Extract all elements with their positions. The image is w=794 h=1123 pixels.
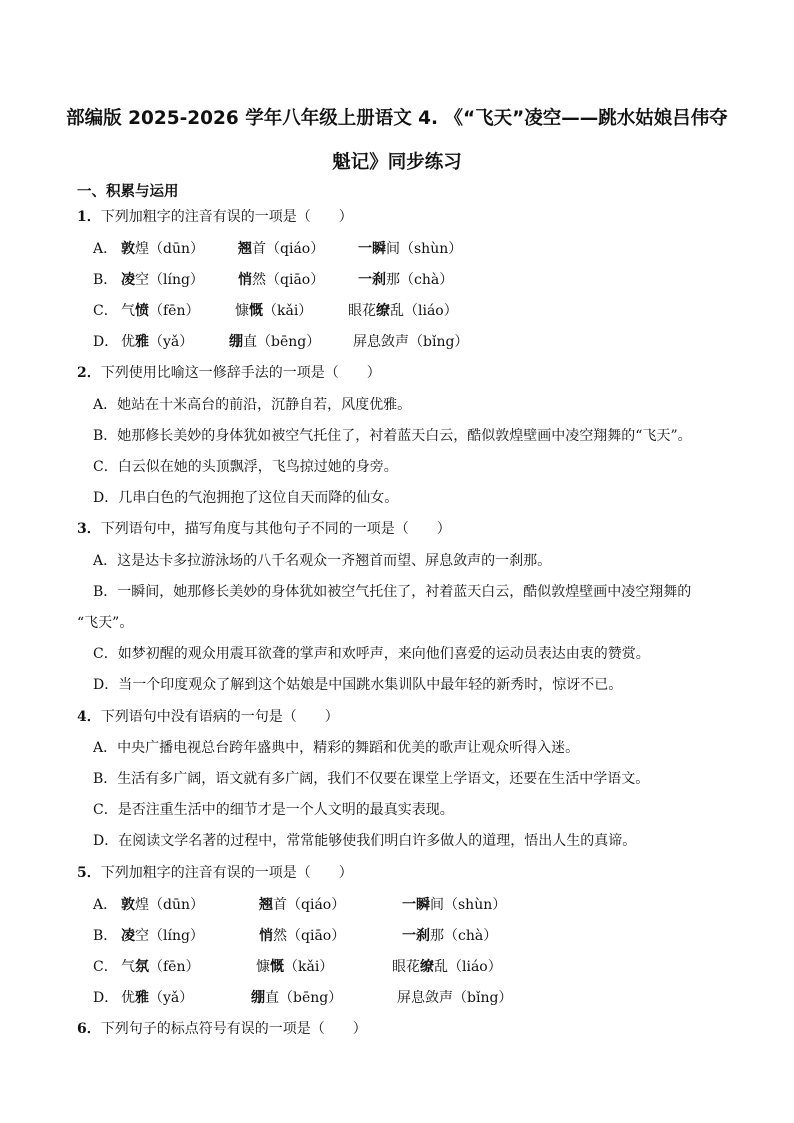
option-a: A．中央广播电视总台跨年盛典中，精彩的舞蹈和优美的歌声让观众听得入迷。 bbox=[93, 740, 580, 756]
option-d: D．在阅读文学名著的过程中，常常能够使我们明白许多做人的道理，悟出人生的真谛。 bbox=[93, 833, 637, 849]
option-c: C．是否注重生活中的细节才是一个人文明的最真实表现。 bbox=[93, 802, 454, 818]
pinyin-item bbox=[358, 269, 453, 289]
bold-char: 一刹 bbox=[358, 272, 386, 288]
pinyin-item bbox=[121, 269, 204, 289]
option-d: D．当一个印度观众了解到这个姑娘是中国跳水集训队中最年轻的新秀时，惊讶不已。 bbox=[93, 677, 623, 693]
section-heading: 一、积累与运用 bbox=[77, 184, 179, 200]
pinyin-text: （bǐng） bbox=[453, 990, 513, 1006]
pinyin-text: 首（qiáo） bbox=[252, 241, 325, 257]
option-d bbox=[93, 987, 118, 1007]
option-c: C．如梦初醒的观众用震耳欲聋的掌声和欢呼声，来向他们喜爱的运动员表达由衷的赞赏。 bbox=[93, 646, 650, 662]
plain-char: 屏息敛声 bbox=[353, 334, 409, 350]
pinyin-item bbox=[251, 987, 342, 1007]
pinyin-text: 那（chà） bbox=[386, 272, 454, 288]
question-5 bbox=[77, 862, 353, 882]
document-title-line-1: 部编版 2025-2026 学年八年级上册语文 4. 《“飞天”凌空——跳水姑娘吕伟夺 bbox=[66, 108, 728, 129]
pinyin-text: 间（shùn） bbox=[386, 241, 463, 257]
pinyin-item bbox=[121, 331, 193, 351]
question-2 bbox=[77, 362, 381, 382]
pinyin-text: 直（bēng） bbox=[243, 334, 321, 350]
plain-char: 优 bbox=[121, 990, 135, 1006]
bold-char: 凌 bbox=[121, 272, 135, 288]
question-stem: 下列加粗字的注音有误的一项是（ ） bbox=[100, 209, 353, 225]
pinyin-text: 那（chà） bbox=[430, 928, 498, 944]
bold-char: 一瞬 bbox=[358, 241, 386, 257]
option-c bbox=[93, 956, 118, 976]
question-stem: 下列使用比喻这一修辞手法的一项是（ ） bbox=[100, 365, 381, 381]
option-d bbox=[93, 331, 118, 351]
plain-char: 眼花 bbox=[392, 959, 420, 975]
pinyin-text: （bǐng） bbox=[409, 334, 469, 350]
pinyin-item bbox=[397, 987, 512, 1007]
pinyin-item bbox=[358, 238, 462, 258]
option-c: C．白云似在她的头顶飘浮，飞鸟掠过她的身旁。 bbox=[93, 459, 398, 475]
pinyin-text: （kǎi） bbox=[263, 303, 313, 319]
pinyin-text: 间（shùn） bbox=[430, 897, 507, 913]
bold-char: 凌 bbox=[121, 928, 135, 944]
question-stem: 下列加粗字的注音有误的一项是（ ） bbox=[100, 865, 353, 881]
pinyin-item bbox=[259, 894, 345, 914]
pinyin-item bbox=[121, 987, 193, 1007]
bold-char: 氛 bbox=[135, 959, 149, 975]
question-1 bbox=[77, 206, 353, 226]
option-d: D．几串白色的气泡拥抱了这位自天而降的仙女。 bbox=[93, 490, 399, 506]
bold-char: 悄 bbox=[259, 928, 273, 944]
question-3 bbox=[77, 518, 451, 538]
bold-char: 敦 bbox=[121, 241, 135, 257]
pinyin-text: 煌（dūn） bbox=[135, 241, 204, 257]
bold-char: 悄 bbox=[238, 272, 252, 288]
bold-char: 一瞬 bbox=[402, 897, 430, 913]
option-b: B．生活有多广阔，语文就有多广阔，我们不仅要在课堂上学语文，还要在生活中学语文。 bbox=[93, 771, 650, 787]
option-b bbox=[93, 269, 117, 289]
option-a bbox=[93, 894, 117, 914]
pinyin-item bbox=[235, 300, 312, 320]
plain-char: 慷 bbox=[256, 959, 270, 975]
plain-char: 屏息敛声 bbox=[397, 990, 453, 1006]
pinyin-item bbox=[392, 956, 502, 976]
bold-char: 一刹 bbox=[402, 928, 430, 944]
option-label: D． bbox=[93, 334, 119, 350]
option-label: A． bbox=[93, 241, 118, 257]
pinyin-item bbox=[229, 331, 320, 351]
question-number: 6． bbox=[77, 1021, 101, 1037]
pinyin-text: 然（qiāo） bbox=[252, 272, 325, 288]
pinyin-item bbox=[121, 300, 199, 320]
option-b: B．一瞬间，她那修长美妙的身体犹如被空气托住了，衬着蓝天白云，酷似敦煌壁画中凌空翔舞的 bbox=[93, 584, 692, 600]
option-label: C． bbox=[93, 303, 118, 319]
question-number: 5． bbox=[77, 865, 101, 881]
pinyin-text: （fēn） bbox=[149, 303, 200, 319]
bold-char: 绷 bbox=[229, 334, 243, 350]
pinyin-item bbox=[353, 331, 468, 351]
bold-char: 慨 bbox=[270, 959, 284, 975]
option-label: C． bbox=[93, 959, 118, 975]
pinyin-item bbox=[121, 925, 204, 945]
pinyin-text: 空（líng） bbox=[135, 272, 204, 288]
option-a bbox=[93, 238, 117, 258]
pinyin-text: 首（qiáo） bbox=[273, 897, 346, 913]
pinyin-text: （yǎ） bbox=[149, 334, 194, 350]
plain-char: 气 bbox=[121, 959, 135, 975]
document-title-line-2: 魁记》同步练习 bbox=[332, 152, 462, 173]
option-a: A．这是达卡多拉游泳场的八千名观众一齐翘首而望、屏息敛声的一刹那。 bbox=[93, 553, 552, 569]
pinyin-item bbox=[238, 238, 324, 258]
pinyin-item bbox=[402, 925, 497, 945]
option-label: A． bbox=[93, 897, 118, 913]
question-number: 1． bbox=[77, 209, 101, 225]
option-b bbox=[93, 925, 117, 945]
bold-char: 缭 bbox=[376, 303, 390, 319]
question-4 bbox=[77, 706, 339, 726]
pinyin-item bbox=[121, 238, 204, 258]
bold-char: 绷 bbox=[251, 990, 265, 1006]
pinyin-item bbox=[402, 894, 506, 914]
question-stem: 下列句子的标点符号有误的一项是（ ） bbox=[100, 1021, 367, 1037]
plain-char: 眼花 bbox=[348, 303, 376, 319]
bold-char: 愤 bbox=[135, 303, 149, 319]
pinyin-text: （fēn） bbox=[149, 959, 200, 975]
pinyin-item bbox=[238, 269, 324, 289]
pinyin-text: 空（líng） bbox=[135, 928, 204, 944]
bold-char: 翘 bbox=[259, 897, 273, 913]
pinyin-item bbox=[259, 925, 345, 945]
pinyin-text: 乱（liáo） bbox=[390, 303, 458, 319]
question-stem: 下列语句中，描写角度与其他句子不同的一项是（ ） bbox=[100, 521, 451, 537]
option-c bbox=[93, 300, 118, 320]
option-label: D． bbox=[93, 990, 119, 1006]
pinyin-text: 然（qiāo） bbox=[273, 928, 346, 944]
question-number: 3． bbox=[77, 521, 101, 537]
bold-char: 翘 bbox=[238, 241, 252, 257]
pinyin-text: （yǎ） bbox=[149, 990, 194, 1006]
pinyin-item bbox=[256, 956, 333, 976]
plain-char: 慷 bbox=[235, 303, 249, 319]
question-stem: 下列语句中没有语病的一句是（ ） bbox=[100, 709, 339, 725]
option-label: B． bbox=[93, 928, 118, 944]
pinyin-text: 乱（liáo） bbox=[434, 959, 502, 975]
bold-char: 雅 bbox=[135, 990, 149, 1006]
option-b: B．她那修长美妙的身体犹如被空气托住了，衬着蓝天白云，酷似敦煌壁画中凌空翔舞的“飞天”。 bbox=[93, 428, 692, 444]
bold-char: 缭 bbox=[420, 959, 434, 975]
question-number: 2． bbox=[77, 365, 101, 381]
pinyin-text: （kǎi） bbox=[284, 959, 334, 975]
option-b-continued: “飞天”。 bbox=[77, 615, 134, 631]
bold-char: 敦 bbox=[121, 897, 135, 913]
option-a: A．她站在十米高台的前沿，沉静自若，风度优雅。 bbox=[93, 397, 412, 413]
pinyin-text: 直（bēng） bbox=[265, 990, 343, 1006]
option-label: B． bbox=[93, 272, 118, 288]
bold-char: 雅 bbox=[135, 334, 149, 350]
plain-char: 气 bbox=[121, 303, 135, 319]
question-number: 4． bbox=[77, 709, 101, 725]
pinyin-item bbox=[348, 300, 458, 320]
question-6 bbox=[77, 1018, 367, 1038]
pinyin-item bbox=[121, 956, 199, 976]
plain-char: 优 bbox=[121, 334, 135, 350]
bold-char: 慨 bbox=[249, 303, 263, 319]
pinyin-item bbox=[121, 894, 204, 914]
pinyin-text: 煌（dūn） bbox=[135, 897, 204, 913]
